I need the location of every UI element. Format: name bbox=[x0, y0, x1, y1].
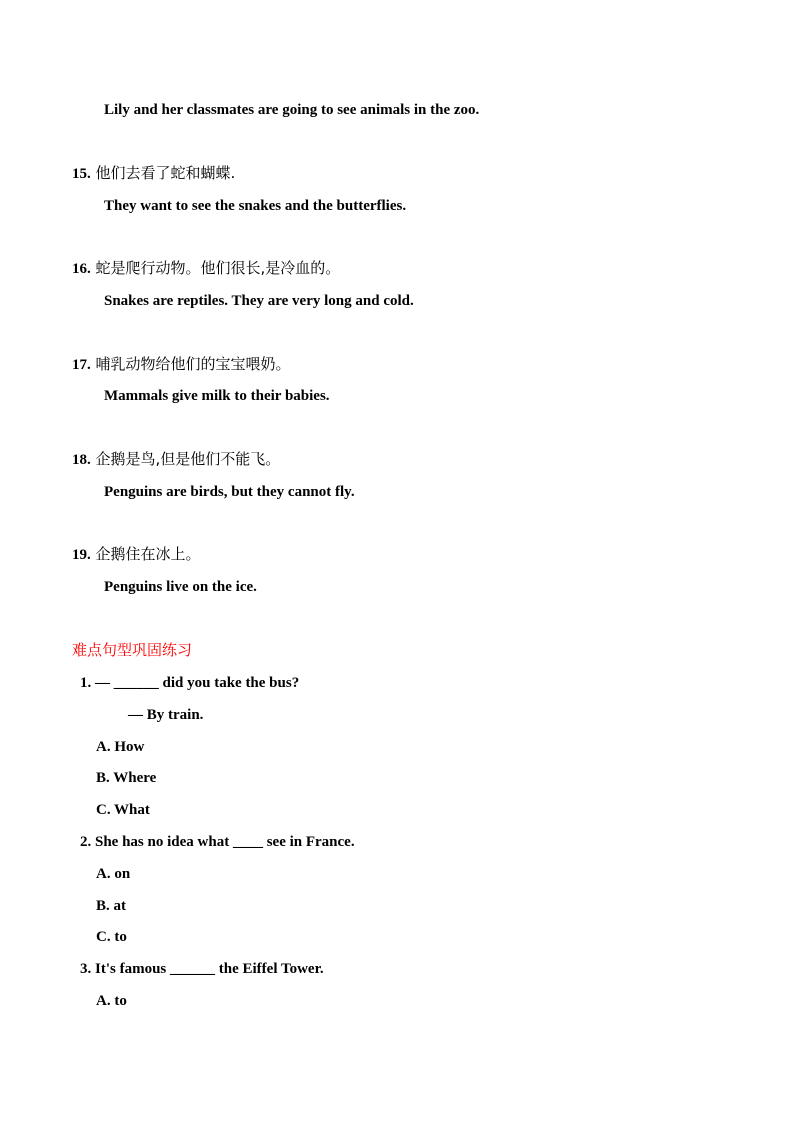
answer-17: Mammals give milk to their babies. bbox=[104, 388, 330, 404]
question-19-number: 19. bbox=[72, 547, 91, 563]
exercise-2-option-c: C. to bbox=[96, 929, 127, 945]
question-18 bbox=[72, 452, 280, 468]
answer-15: They want to see the snakes and the butterflies. bbox=[104, 198, 407, 214]
question-15-text: 他们去看了蛇和蝴蝶. bbox=[95, 164, 236, 182]
question-15-number: 15. bbox=[72, 166, 91, 182]
question-18-number: 18. bbox=[72, 452, 91, 468]
question-19-text: 企鹅住在冰上。 bbox=[95, 545, 201, 563]
exercise-1-question: 1. — ______ did you take the bus? bbox=[80, 675, 300, 691]
exercise-1-reply: — By train. bbox=[128, 707, 204, 723]
exercise-1-option-c: C. What bbox=[96, 802, 150, 818]
question-16-number: 16. bbox=[72, 261, 91, 277]
answer-16: Snakes are reptiles. They are very long and cold. bbox=[104, 293, 414, 309]
exercise-1-option-b: B. Where bbox=[96, 770, 157, 786]
question-17-text: 哺乳动物给他们的宝宝喂奶。 bbox=[95, 355, 291, 373]
section-heading: 难点句型巩固练习 bbox=[72, 641, 193, 659]
question-16 bbox=[72, 261, 340, 277]
exercise-1-option-a: A. How bbox=[96, 739, 145, 755]
question-19 bbox=[72, 547, 201, 563]
answer-lily: Lily and her classmates are going to see animals in the zoo. bbox=[104, 102, 480, 118]
question-17-number: 17. bbox=[72, 357, 91, 373]
question-18-text: 企鹅是鸟,但是他们不能飞。 bbox=[95, 450, 281, 468]
question-15 bbox=[72, 166, 235, 182]
exercise-3-question: 3. It's famous ______ the Eiffel Tower. bbox=[80, 961, 324, 977]
question-16-text: 蛇是爬行动物。他们很长,是冷血的。 bbox=[95, 259, 341, 277]
question-17 bbox=[72, 357, 291, 373]
exercise-3-option-a: A. to bbox=[96, 993, 127, 1009]
answer-19: Penguins live on the ice. bbox=[104, 579, 257, 595]
exercise-2-option-a: A. on bbox=[96, 866, 131, 882]
exercise-2-question: 2. She has no idea what ____ see in France. bbox=[80, 834, 355, 850]
exercise-2-option-b: B. at bbox=[96, 898, 126, 914]
answer-18: Penguins are birds, but they cannot fly. bbox=[104, 484, 355, 500]
